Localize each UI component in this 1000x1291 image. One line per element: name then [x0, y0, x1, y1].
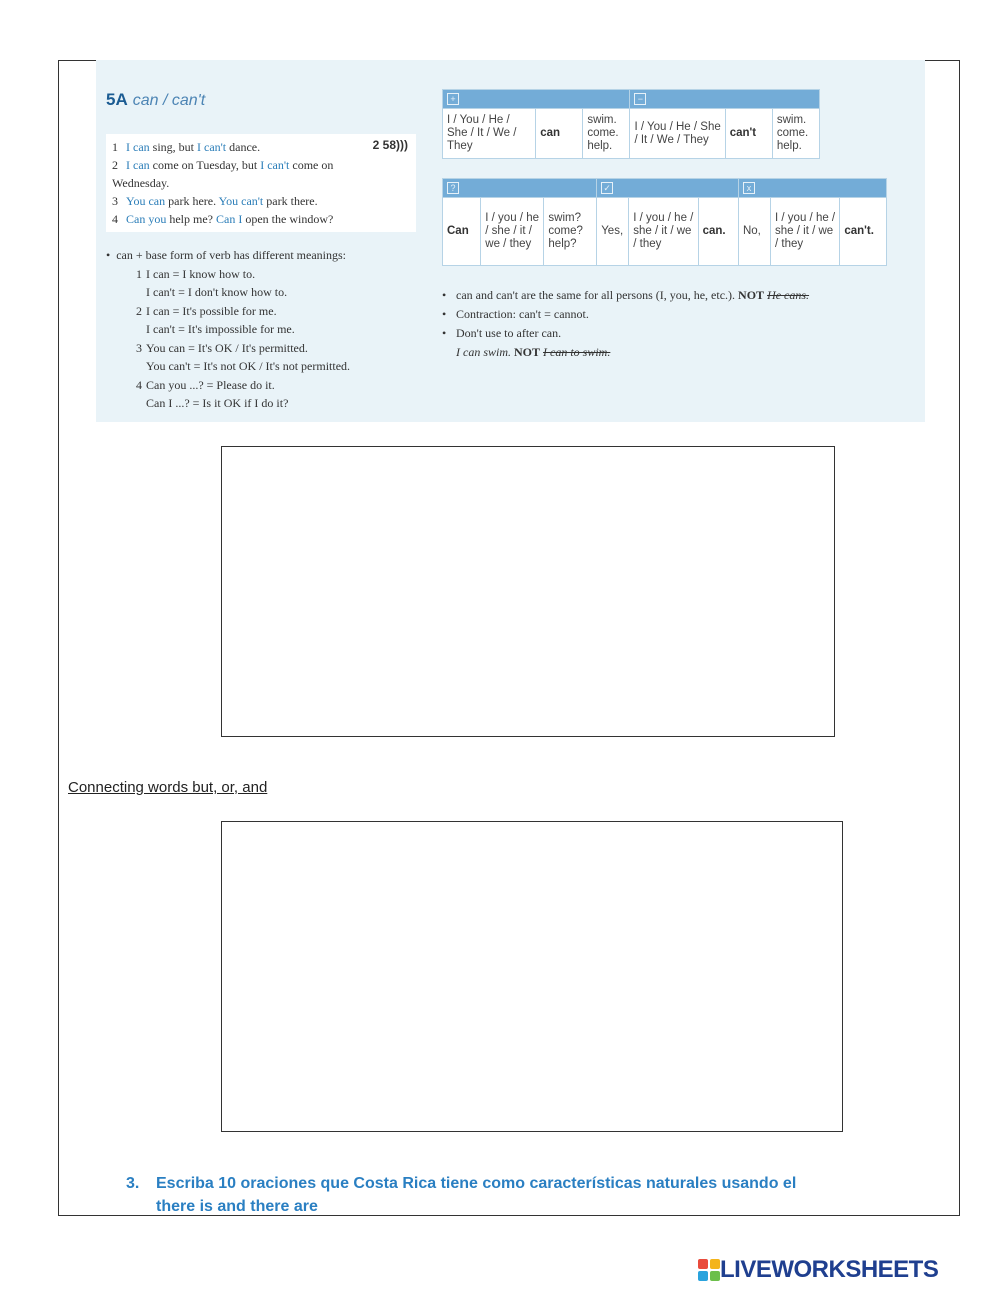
example-sentence: 2 I can come on Tuesday, but I can't come on [112, 158, 334, 172]
example-sentence-continued: Wednesday. [112, 176, 170, 190]
rule-line: 2 I can = It's possible for me. [136, 303, 277, 318]
negative-words: swim. come. help. [772, 109, 819, 159]
yes-header [597, 179, 739, 198]
task-number: 3. [126, 1175, 140, 1192]
no-subject: I / you / he / she / it / we / they [771, 198, 840, 266]
no-word: No, [738, 198, 770, 266]
grammar-reference-image [96, 60, 925, 422]
example-sentence: 3 You can park here. You can't park there. [112, 194, 318, 208]
negative-header [630, 90, 820, 109]
minus-icon: − [634, 93, 646, 105]
task-3-instruction [126, 1172, 796, 1218]
task-line-2: there is and there are [156, 1198, 318, 1215]
question-header [443, 179, 597, 198]
brand-name: LIVEWORKSHEETS [720, 1256, 939, 1283]
note-no-to: • Don't use to after can. [442, 326, 562, 340]
positive-words: swim. come. help. [583, 109, 630, 159]
negative-verb: can't [725, 109, 772, 159]
liveworksheets-logo-icon [698, 1259, 720, 1281]
grammar-topic: can / can't [132, 92, 206, 109]
cross-icon: x [743, 182, 755, 194]
rule-line: You can't = It's not OK / It's not permitted. [146, 359, 351, 373]
question-can: Can [443, 198, 481, 266]
rule-line: 1 I can = I know how to. [136, 266, 256, 281]
rule-line: I can't = It's impossible for me. [146, 322, 295, 336]
meaning-rules [106, 246, 426, 413]
yes-verb: can. [698, 198, 738, 266]
no-header [738, 179, 886, 198]
note-same-persons: • can and can't are the same for all persons (I, you, he, etc.). NOT He cans. [442, 288, 810, 302]
answer-box-1[interactable] [221, 446, 835, 737]
yes-subject: I / you / he / she / it / we / they [629, 198, 698, 266]
note-contraction: • Contraction: can't = cannot. [442, 307, 589, 321]
question-answer-table [442, 178, 887, 266]
grammar-code: 5A [106, 90, 128, 109]
question-words: swim? come? help? [544, 198, 597, 266]
rules-lead: • can + base form of verb has different meanings: [106, 248, 347, 262]
negative-subject: I / You / He / She / It / We / They [630, 109, 725, 159]
audio-reference: 2 58))) [372, 138, 408, 152]
yes-word: Yes, [597, 198, 629, 266]
check-icon: ✓ [601, 182, 613, 194]
positive-verb: can [536, 109, 583, 159]
liveworksheets-logo [698, 1256, 938, 1284]
example-sentence: 4 Can you help me? Can I open the window? [112, 212, 334, 226]
rule-line: Can I ...? = Is it OK if I do it? [146, 396, 289, 410]
rule-line: 3 You can = It's OK / It's permitted. [136, 340, 308, 355]
rule-line: 4 Can you ...? = Please do it. [136, 377, 275, 392]
question-icon: ? [447, 182, 459, 194]
grammar-title [106, 90, 205, 110]
no-verb: can't. [840, 198, 887, 266]
question-subject: I / you / he / she / it / we / they [481, 198, 544, 266]
example-sentences [106, 134, 416, 232]
plus-icon: + [447, 93, 459, 105]
answer-box-2[interactable] [221, 821, 843, 1132]
section-heading: Connecting words but, or, and [68, 779, 268, 796]
example-sentence: 1 I can sing, but I can't dance. [112, 140, 261, 154]
rule-line: I can't = I don't know how to. [146, 285, 288, 299]
grammar-notes [442, 286, 912, 362]
note-example: I can swim. NOT I can to swim. [456, 345, 611, 359]
task-line-1: Escriba 10 oraciones que Costa Rica tiene como características naturales usando el [156, 1175, 797, 1192]
positive-header [443, 90, 630, 109]
positive-subject: I / You / He / She / It / We / They [443, 109, 536, 159]
affirmative-negative-table [442, 89, 820, 159]
